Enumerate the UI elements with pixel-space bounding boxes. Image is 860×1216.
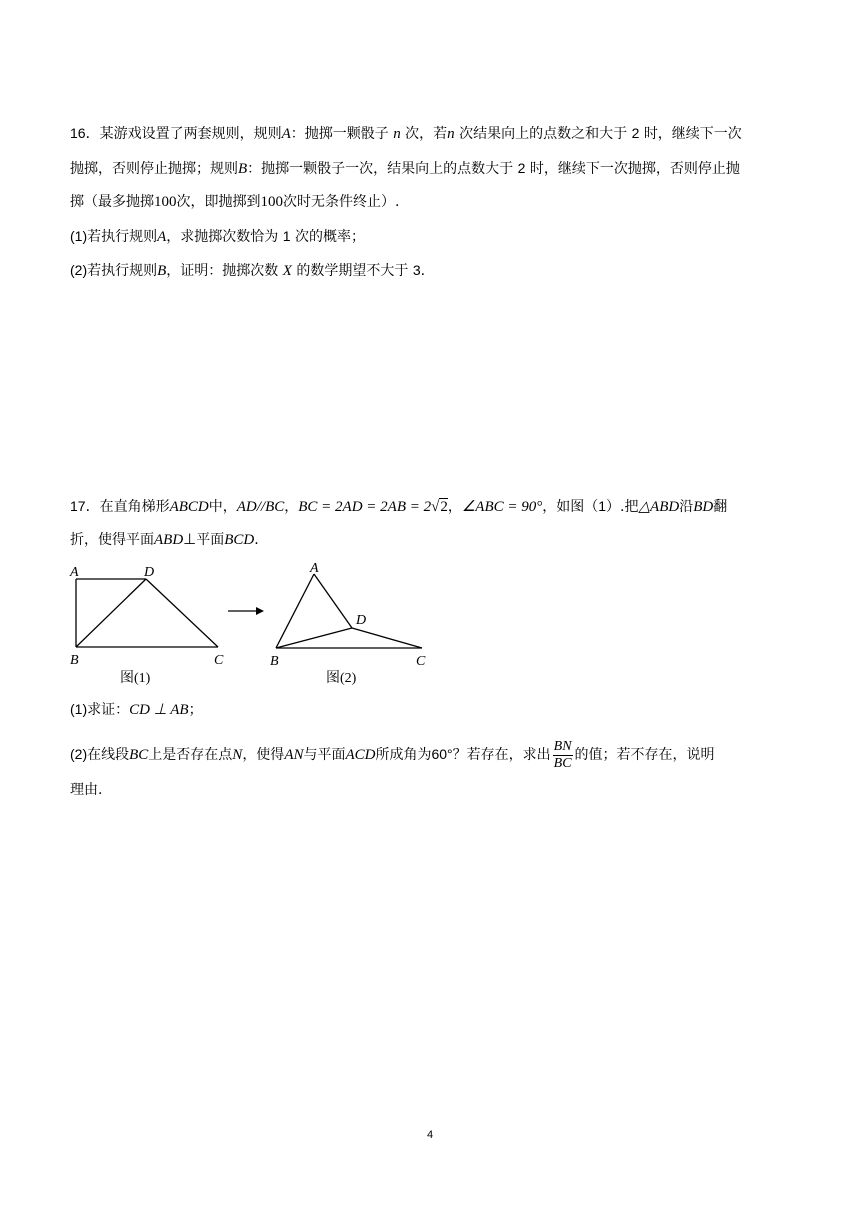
q17-part-2-cont: 理由. <box>70 782 103 798</box>
q16-line-1: 16．某游戏设置了两套规则，规则A：抛掷一颗骰子 n 次，若n 次结果向上的点数之和大于 2 时，继续下一次 <box>70 125 742 142</box>
fraction-bn-bc: $\frac{BN}{BC}$ <box>553 738 572 771</box>
figure-2-folded <box>264 556 444 688</box>
fig1-label-c: C <box>214 653 224 668</box>
q17-line-2: 折，使得平面ABD⊥平面BCD. <box>70 532 259 548</box>
q16-line-2: 抛掷，否则停止抛掷；规则B：抛掷一颗骰子一次，结果向上的点数大于 2 时，继续下一次抛掷，否则停止抛 <box>70 160 740 177</box>
q17-part-2: (2)在线段BC上是否存在点N，使得AN与平面ACD所成角为60°？若存在，求出 $\frac{BN}{BC}$ 的值；若不存在，说明 <box>70 738 715 771</box>
figure-1-trapezoid <box>64 560 244 686</box>
q17-line-1: 17．在直角梯形ABCD中，AD//BC，BC = 2AD = 2AB = 2√2，∠ABC = 90°，如图（1）.把△ABD沿BD翻 <box>70 498 728 515</box>
fig1-label-b: B <box>70 653 79 668</box>
fig1-label-d: D <box>144 565 155 580</box>
fig1-label-a: A <box>70 565 79 580</box>
page-number: 4 <box>426 1129 434 1141</box>
fig2-label-a: A <box>310 561 319 576</box>
fig2-label-d: D <box>356 613 367 628</box>
q16-part-2: (2)若执行规则B，证明：抛掷次数 X 的数学期望不大于 3. <box>70 262 426 279</box>
fig2-label-b: B <box>270 654 279 669</box>
fig2-label-c: C <box>416 654 426 669</box>
q16-part-1: (1)若执行规则A，求抛掷次数恰为 1 次的概率； <box>70 228 365 245</box>
q17-part-1: (1)求证：CD ⊥ AB； <box>70 701 203 718</box>
q16-line-3: 掷（最多抛掷100次，即抛掷到100次时无条件终止）. <box>70 194 400 210</box>
fig2-caption: 图(2) <box>326 671 357 686</box>
arrow-icon <box>226 604 266 618</box>
fig1-caption: 图(1) <box>120 671 151 686</box>
